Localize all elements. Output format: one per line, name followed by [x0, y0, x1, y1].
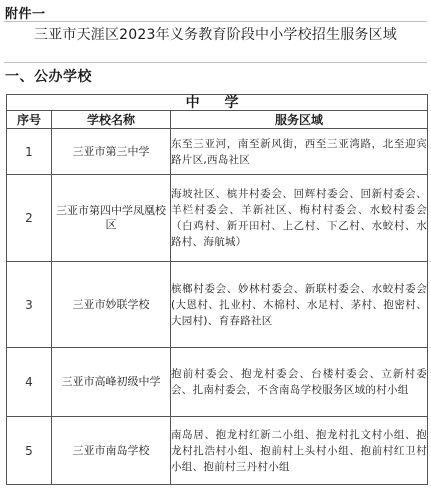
table-row	[7, 175, 428, 262]
row-number: 2	[7, 175, 52, 262]
attachment-label: 附件一	[5, 7, 46, 22]
table-row	[7, 417, 428, 485]
service-area: 抱前村委会、抱龙村委会、台楼村委会、立新村委会、扎南村委会，不含南岛学校服务区域的村小组	[171, 348, 428, 417]
table-row	[7, 262, 428, 348]
school-name: 三亚市第三中学	[52, 129, 171, 175]
divider-line	[4, 62, 427, 63]
table-subtitle-row	[7, 95, 428, 111]
service-area: 南岛居、抱龙村红新二小组、抱龙村扎文村小组、抱龙村扎浩村小组、抱前村上头村小组、抱前村红卫村小组、抱前村三丹村小组	[171, 417, 428, 485]
table-header-row	[7, 111, 428, 129]
row-number: 1	[7, 129, 52, 175]
service-area: 槟榔村委会、妙林村委会、新联村委会、水蛟村委会(大恩村、扎业村、木棉村、水足村、茅村、抱密村、大园村)、育春路社区	[171, 262, 428, 348]
section-heading: 一、公办学校	[5, 69, 92, 85]
header-school-name: 学校名称	[52, 111, 171, 129]
school-name: 三亚市南岛学校	[52, 417, 171, 485]
document-title: 三亚市天涯区2023年义务教育阶段中小学校招生服务区域	[33, 27, 398, 43]
service-area: 海坡社区、槟井村委会、回辉村委会、回新村委会、羊栏村委会、羊新社区、梅村村委会、水蛟村委会（白鸡村、新开田村、上乙村、下乙村、水蛟村、水路村、海航城）	[171, 175, 428, 262]
school-name: 三亚市妙联学校	[52, 262, 171, 348]
divider-line	[4, 21, 427, 22]
table-subtitle: 中 学	[7, 95, 428, 111]
header-service-area: 服务区域	[171, 111, 428, 129]
school-name: 三亚市高峰初级中学	[52, 348, 171, 417]
row-number: 4	[7, 348, 52, 417]
header-number: 序号	[7, 111, 52, 129]
school-service-area-table	[6, 94, 428, 485]
service-area: 东至三亚河，南至新风街，西至三亚湾路，北至迎宾路片区,西岛社区	[171, 129, 428, 175]
table-row	[7, 129, 428, 175]
row-number: 3	[7, 262, 52, 348]
row-number: 5	[7, 417, 52, 485]
table-row	[7, 348, 428, 417]
school-name: 三亚市第四中学凤凰校区	[52, 175, 171, 262]
